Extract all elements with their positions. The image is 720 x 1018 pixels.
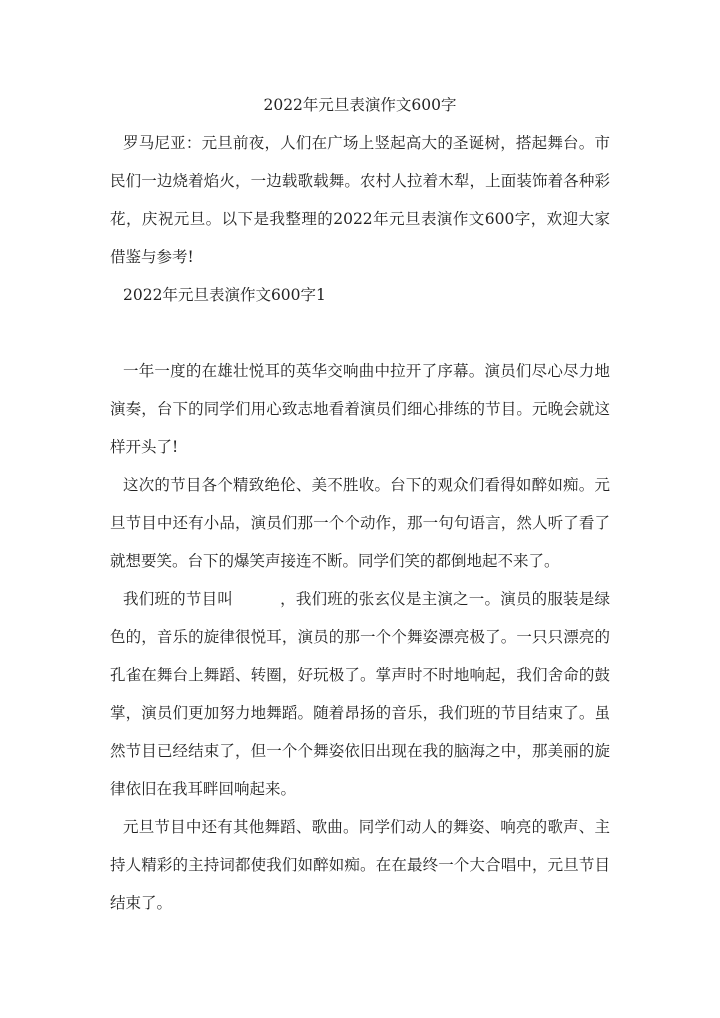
paragraph-line: 持人精彩的主持词都使我们如醉如痴。在在最终一个大合唱中，元旦节目 [110,856,610,874]
paragraph-line: 演奏，台下的同学们用心致志地看着演员们细心排练的节目。元晚会就这 [110,400,610,418]
paragraph-line: 元旦节目中还有其他舞蹈、歌曲。同学们动人的舞姿、响亮的歌声、主 [123,818,610,836]
paragraph-line: 律依旧在我耳畔回响起来。 [110,780,297,798]
paragraph-line: 色的，音乐的旋律很悦耳，演员的那一个个舞姿漂亮极了。一只只漂亮的 [110,628,610,646]
paragraph-line: 就想要笑。台下的爆笑声接连不断。同学们笑的都倒地起不来了。 [110,552,560,570]
paragraph-line: 借鉴与参考! [110,248,194,266]
document-page [110,86,610,922]
paragraph-line: 我们班的节目叫 ，我们班的张玄仪是主演之一。演员的服装是绿 [123,590,610,608]
body-paragraph [110,808,610,922]
paragraph-line: 一年一度的在雄壮悦耳的英华交响曲中拉开了序幕。演员们尽心尽力地 [123,362,610,380]
paragraph-line: 结束了。 [110,894,173,912]
document-title: 2022年元旦表演作文600字 [263,96,457,114]
paragraph-line: 罗马尼亚：元旦前夜，人们在广场上竖起高大的圣诞树，搭起舞台。市 [123,134,610,152]
paragraph-line: 然节目已经结束了，但一个个舞姿依旧出现在我的脑海之中，那美丽的旋 [110,742,610,760]
body-paragraph [110,580,610,808]
body-paragraph [110,466,610,580]
paragraph-line: 花，庆祝元旦。以下是我整理的2022年元旦表演作文600字，欢迎大家 [110,210,610,228]
paragraph-line: 旦节目中还有小品，演员们那一个个动作，那一句句语言，然人听了看了 [110,514,610,532]
body-paragraph [110,352,610,466]
paragraph-line: 民们一边烧着焰火，一边载歌载舞。农村人拉着木犁，上面装饰着各种彩 [110,172,610,190]
intro-paragraph [110,124,610,276]
blank-line [110,314,610,352]
paragraph-line: 这次的节目各个精致绝伦、美不胜收。台下的观众们看得如醉如痴。元 [123,476,610,494]
paragraph-line: 掌，演员们更加努力地舞蹈。随着昂扬的音乐，我们班的节目结束了。虽 [110,704,610,722]
paragraph-line: 孔雀在舞台上舞蹈、转圈，好玩极了。掌声时不时地响起，我们舍命的鼓 [110,666,610,684]
paragraph-line: 样开头了! [110,438,179,456]
section-heading: 2022年元旦表演作文600字1 [123,286,326,304]
